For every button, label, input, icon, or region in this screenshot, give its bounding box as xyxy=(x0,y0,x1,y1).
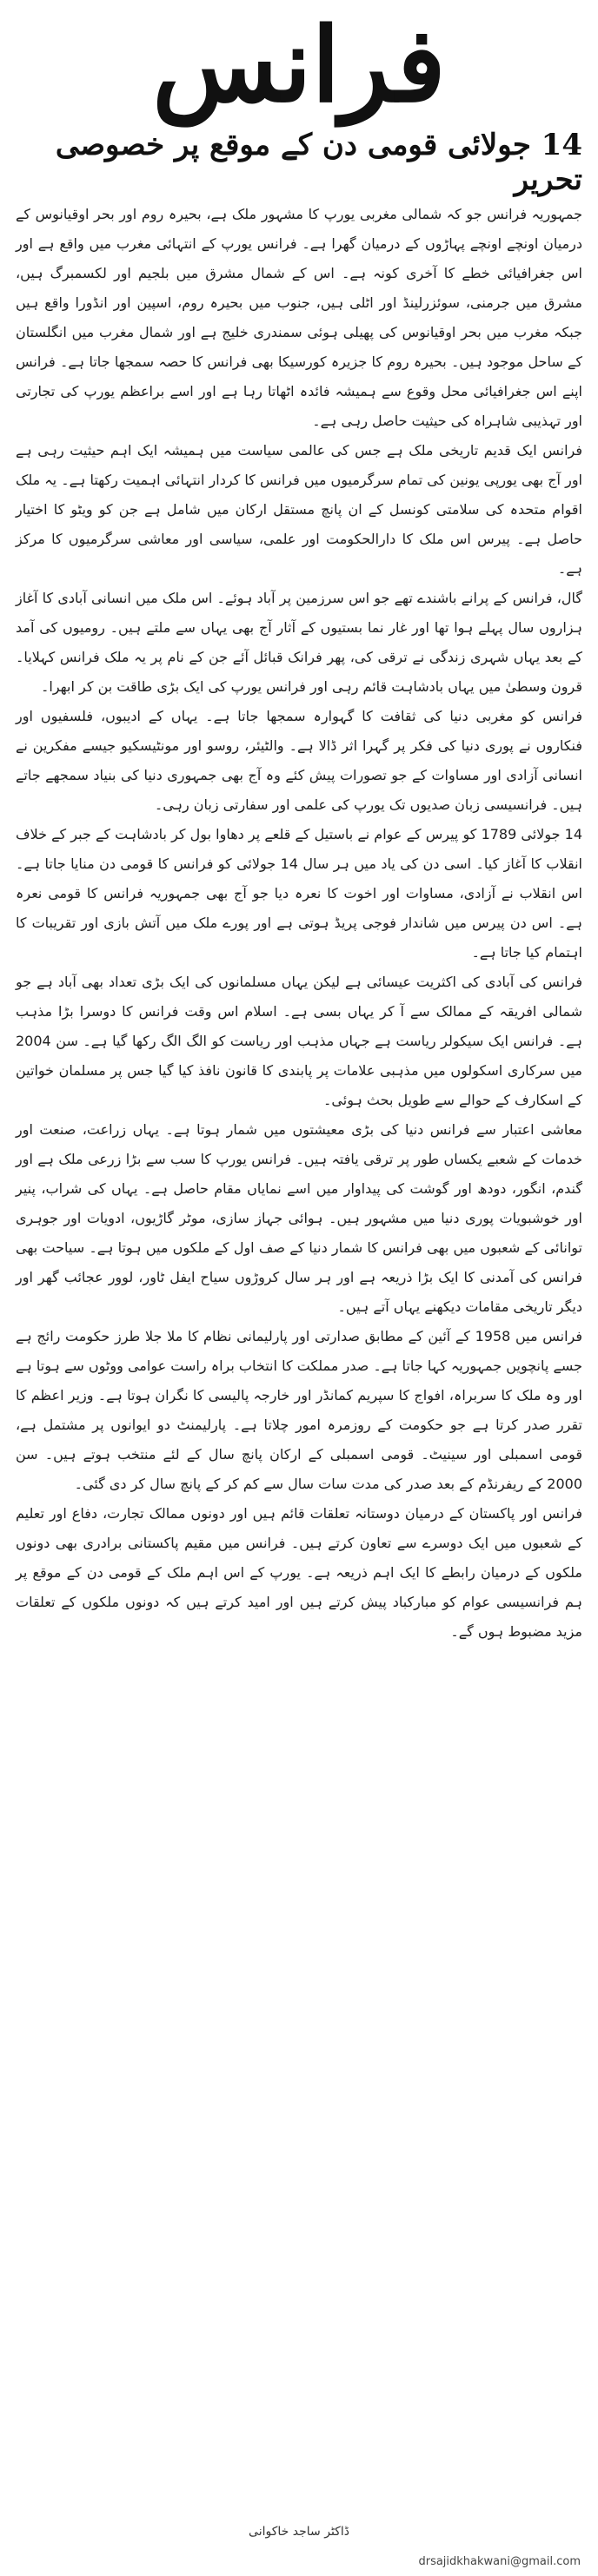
article-paragraph: فرانس میں 1958 کے آئین کے مطابق صدارتی اور پارلیمانی نظام کا ملا جلا طرز حکومت رائج ہے جسے پانچویں جمہوریہ کہا جاتا ہے۔ صدر مملکت کا انتخاب براہ راست عوامی ووٹوں سے ہوتا ہے اور وہ ملک کا سربراہ، افواج کا سپریم کمانڈر اور خارجہ پالیسی کا نگران ہوتا ہے۔ وزیر اعظم کا تقرر صدر کرتا ہے جو حکومت کے روزمرہ امور چلاتا ہے۔ پارلیمنٹ دو ایوانوں پر مشتمل ہے، قومی اسمبلی اور سینیٹ۔ قومی اسمبلی کے ارکان پانچ سال کے لئے منتخب ہوتے ہیں۔ سن 2000 کے ریفرنڈم کے بعد صدر کی مدت سات سال سے کم کر کے پانچ سال کر دی گئی۔ xyxy=(16,1328,582,1492)
article-paragraph: 14 جولائی 1789 کو پیرس کے عوام نے باستیل کے قلعے پر دھاوا بول کر بادشاہت کے جبر کے خلاف انقلاب کا آغاز کیا۔ اسی دن کی یاد میں ہر سال 14 جولائی کو فرانس کا قومی دن منایا جاتا ہے۔ اس انقلاب نے آزادی، مساوات اور اخوت کا نعرہ دیا جو آج بھی جمہوریہ فرانس کا قومی نعرہ ہے۔ اس دن پیرس میں شاندار فوجی پریڈ ہوتی ہے اور پورے ملک میں آتش بازی اور تقریبات کا اہتمام کیا جاتا ہے۔ xyxy=(16,826,582,961)
author-email: drsajidkhakwani@gmail.com xyxy=(418,2554,581,2568)
article-paragraph: فرانس ایک قدیم تاریخی ملک ہے جس کی عالمی سیاست میں ہمیشہ ایک اہم حیثیت رہی ہے اور آج بھی یورپی یونین کی تمام سرگرمیوں میں فرانس کا کردار انتہائی اہمیت رکھتا ہے۔ یہ ملک اقوام متحدہ کی سلامتی کونسل کے ان پانچ مستقل ارکان میں شامل ہے جن کو ویٹو کا اختیار حاصل ہے۔ پیرس اس ملک کا دارالحکومت اور علمی، سیاسی اور معاشی سرگرمیوں کا مرکز ہے۔ xyxy=(16,442,582,577)
article-body xyxy=(16,200,582,1647)
article-headline: 14 جولائی قومی دن کے موقع پر خصوصی تحریر xyxy=(55,127,582,197)
masthead-title: فرانس xyxy=(152,4,446,125)
article-paragraph: فرانس کی آبادی کی اکثریت عیسائی ہے لیکن یہاں مسلمانوں کی ایک بڑی تعداد بھی آباد ہے جو شمالی افریقہ کے ممالک سے آ کر یہاں بسی ہے۔ اسلام اس وقت فرانس کا دوسرا بڑا مذہب ہے۔ فرانس ایک سیکولر ریاست ہے جہاں مذہب اور ریاست کو الگ الگ رکھا گیا ہے۔ سن 2004 میں سرکاری اسکولوں میں مذہبی علامات پر پابندی کا قانون نافذ کیا گیا جس پر مسلمان خواتین کے اسکارف کے حوالے سے طویل بحث ہوئی۔ xyxy=(16,974,582,1108)
article-paragraph: جمہوریہ فرانس جو کہ شمالی مغربی یورپ کا مشہور ملک ہے، بحیرہ روم اور بحر اوقیانوس کے درمیان اونچے اونچے پہاڑوں کے درمیان گھرا ہے۔ فرانس یورپ کے انتہائی مغرب میں واقع ہے اور اس جغرافیائی خطے کا آخری کونہ ہے۔ اس کے شمال مشرق میں بلجیم اور لکسمبرگ ہیں، مشرق میں جرمنی، سوئزرلینڈ اور اٹلی ہیں، جنوب میں بحیرہ روم، اسپین اور انڈورا واقع ہیں جبکہ مغرب میں بحر اوقیانوس کی پھیلی ہوئی سمندری خلیج ہے اور شمال مغرب میں انگلستان کے ساحل موجود ہیں۔ بحیرہ روم کا جزیرہ کورسیکا بھی فرانس کا حصہ سمجھا جاتا ہے۔ فرانس اپنے اس جغرافیائی محل وقوع سے ہمیشہ فائدہ اٹھاتا رہا ہے اور اسے براعظم یورپ کی تجارتی اور تہذیبی شاہراہ کی حیثیت حاصل رہی ہے۔ xyxy=(16,206,582,429)
masthead xyxy=(16,0,582,130)
author-signoff: ڈاکٹر ساجد خاکوانی xyxy=(249,2525,349,2539)
article-paragraph: فرانس اور پاکستان کے درمیان دوستانہ تعلقات قائم ہیں اور دونوں ممالک تجارت، دفاع اور تعلیم کے شعبوں میں ایک دوسرے سے تعاون کرتے ہیں۔ فرانس میں مقیم پاکستانی برادری بھی دونوں ملکوں کے درمیان رابطے کا ایک اہم ذریعہ ہے۔ یورپ کے اس اہم ملک کے قومی دن کے موقع پر ہم فرانسیسی عوام کو مبارکباد پیش کرتے ہیں اور امید کرتے ہیں کہ دونوں ملکوں کے تعلقات مزید مضبوط ہوں گے۔ xyxy=(16,1505,582,1640)
article-paragraph: گال، فرانس کے پرانے باشندے تھے جو اس سرزمین پر آباد ہوئے۔ اس ملک میں انسانی آبادی کا آغاز ہزاروں سال پہلے ہوا تھا اور غار نما بستیوں کے آثار آج بھی یہاں سے ملتے ہیں۔ رومیوں کی آمد کے بعد یہاں شہری زندگی نے ترقی کی، پھر فرانک قبائل آئے جن کے نام پر یہ ملک فرانس کہلایا۔ قرون وسطیٰ میں یہاں بادشاہت قائم رہی اور فرانس یورپ کی ایک بڑی طاقت بن کر ابھرا۔ xyxy=(16,590,582,695)
article-paragraph: معاشی اعتبار سے فرانس دنیا کی بڑی معیشتوں میں شمار ہوتا ہے۔ یہاں زراعت، صنعت اور خدمات کے شعبے یکساں طور پر ترقی یافتہ ہیں۔ فرانس یورپ کا سب سے بڑا زرعی ملک ہے اور گندم، انگور، دودھ اور گوشت کی پیداوار میں اسے نمایاں مقام حاصل ہے۔ یہاں کی شراب، پنیر اور خوشبویات پوری دنیا میں مشہور ہیں۔ ہوائی جہاز سازی، موٹر گاڑیوں، ادویات اور جوہری توانائی کے شعبوں میں بھی فرانس کا شمار دنیا کے صف اول کے ملکوں میں ہوتا ہے۔ سیاحت بھی فرانس کی آمدنی کا ایک بڑا ذریعہ ہے اور ہر سال کروڑوں سیاح ایفل ٹاور، لوور عجائب گھر اور دیگر تاریخی مقامات دیکھنے یہاں آتے ہیں۔ xyxy=(16,1121,582,1315)
article-paragraph: فرانس کو مغربی دنیا کی ثقافت کا گہوارہ سمجھا جاتا ہے۔ یہاں کے ادیبوں، فلسفیوں اور فنکاروں نے پوری دنیا کی فکر پر گہرا اثر ڈالا ہے۔ والٹیئر، روسو اور مونٹیسکیو جیسے مفکرین نے انسانی آزادی اور مساوات کے جو تصورات پیش کئے وہ آج بھی جمہوری دنیا کی بنیاد سمجھے جاتے ہیں۔ فرانسیسی زبان صدیوں تک یورپ کی علمی اور سفارتی زبان رہی۔ xyxy=(16,708,582,813)
